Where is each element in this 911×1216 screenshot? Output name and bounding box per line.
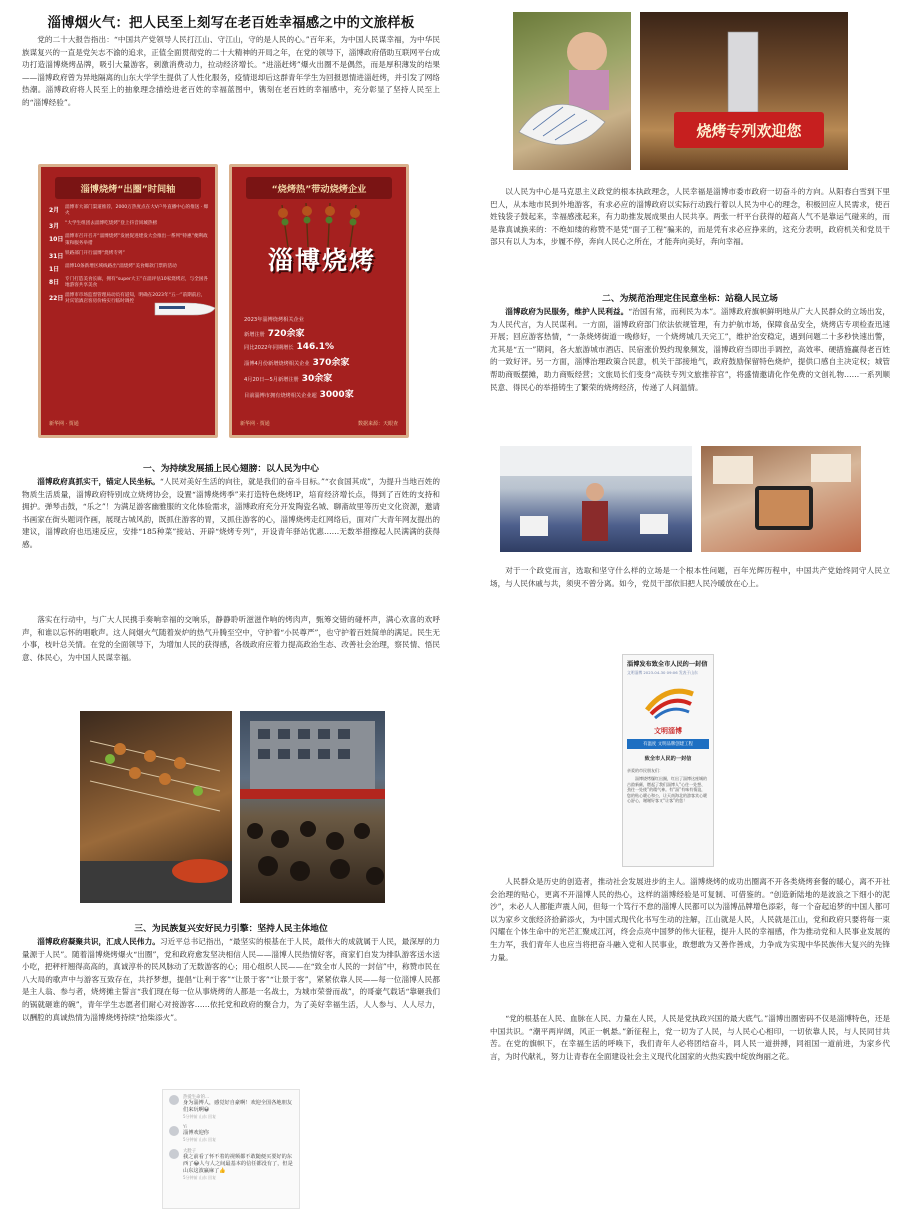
timeline-item: [49, 264, 215, 273]
bbq-train-banner-photo: [640, 12, 848, 170]
section-2-text: “治国有常，而利民为本”。淄博政府旗帜鲜明地从广大人民群众的立场出发，为人民代言，为人民谋利。一方面，淄博政府部门依法依规管理，有力护航市场，保障食品安全，烧烤店专项检查迅速开展；回应游客热情，“一条烧烤街道一晚修好，一个烧烤城几天完工”，维护治安稳定，遇到问题二十多秒快速出警，尤其是“五一”期间，各大旅游城市酒店、民宿涨价毁约现象频发，淄博政府当即出手调控，高效率、硬措施赢得老百姓的一致好评。另一方面，淄博治理政策合民意，机关干部接地气，政府鼓励保留特色烧炉，提供口感自主决定权；城管帮助商贩摆摊，助力商贩经营；文旅局长们变身“高铁专列文旅推荐官”，将盛情邀请化作免费的文创礼物……一系列顺民意、得民心的举措铸生了繁荣的烧烤经济，传递了人间温情。: [490, 307, 891, 392]
comment-item: [169, 1148, 293, 1181]
comment-text: 我之前看了怀不着的视频都不敢随便买要好的东西了😂人与人之间最基本的信任都没有了，但是山东这波赢麻了👍: [183, 1154, 293, 1175]
letter-brand: 文明淄博: [654, 727, 682, 735]
stat-row: [244, 342, 394, 352]
stat-row: [244, 371, 394, 384]
timeline-poster-footer: 新华网 · 贾通: [49, 421, 79, 427]
section-3-lead: 淄博政府凝聚共识，汇成人民伟力。: [37, 937, 160, 946]
timeline-text: “大学生组团去淄博吃烧烤”登上抖音同城热榜: [65, 221, 158, 227]
timeline-item: [49, 221, 215, 230]
stats-poster-footer: 新华网 · 贾通: [240, 421, 270, 427]
stat-value: 370余家: [312, 358, 350, 368]
stats-poster: [229, 164, 409, 438]
stats-poster-big-title: 淄博烧烤: [267, 246, 376, 275]
section-1-text: “人民对美好生活的向往，就是我们的奋斗目标。”“衣食国其成”，为提升当地百姓的物质生活质量，淄博政府特别成立烧烤协会，设置“淄博烧烤季”来打造特色烧烤IP，培育经济增长点，得到了百姓的支持和拥护。弹琴击鼓，“乐之”！为满足游客幽雅服的文化体验需求，淄博政府充分开发陶瓷名城、聊斋故里等历史文化资源，邀请书画家在街头题词作画，展现古城风韵，既抓住游客的胃，又抓住游客的心，淄博烧烤走红网络后，面对广大青年网友提出的建议，淄博政府也迅速反应，安排“185种菜”接站、开辟“烧烤专列”，开设青年驿站优惠……无数举措擦起人民满满的获得感。: [22, 477, 441, 549]
comment-text: 身为淄博人，感觉好自豪啊！欢迎全国各地朋友们来玩啊😀: [183, 1100, 292, 1114]
timeline-text: 淄博市召开召开“淄博烧烤”发展促进建发大会推出一系列“特惠”便利政策和服务举措: [65, 234, 208, 246]
comment-user: 热爱生命的...: [183, 1095, 210, 1100]
timeline-list: [41, 205, 215, 306]
section-2-lead: 淄博政府为民服务，维护人民利益。: [505, 307, 629, 316]
timeline-poster-header: 淄博烧烤“出圈”时间轴: [55, 177, 201, 199]
stat-label: 新增注册: [244, 332, 265, 338]
timeline-date: 8日: [49, 278, 60, 286]
stat-row: [244, 355, 394, 368]
comment-text: 淄博欢迎你: [183, 1130, 209, 1137]
section-2-paragraph: [490, 306, 890, 394]
section-3-paragraph: [22, 936, 440, 1024]
section-1-heading: 一、为持续发展插上民心翅膀：以人民为中心: [143, 464, 319, 474]
letter-source: 文明淄博 2023-04-30 09:06 发表于山东: [627, 670, 698, 675]
stat-row: [244, 316, 394, 323]
stat-label: 4月20日—5月新增注册: [244, 377, 299, 383]
stat-label: 淄博4月份新增烧烤相关企业: [244, 361, 310, 367]
comment-item: [169, 1125, 293, 1143]
left-column: [22, 0, 440, 107]
timeline-date: 3月: [49, 223, 60, 231]
right-paragraph-1: 以人民为中心是马克思主义政党的根本执政理念，人民幸福是淄博市委市政府一切奋斗的方向。从阳春白雪到下里巴人，从本地市民到外地游客，有求必应的淄博政府以实际行动践行着以人民为中心的理念，积极回应人民需求，使百姓钱袋子鼓起来，幸福感涨起来，有力助推发展成果由人民共享。两张一杆平台获得的超高人气不是靠运气碰来的，而是靠真诚换来的：不绝如缕的称赞不是凭“面子工程”骗来的，而是凭有求必应挣来的，这充分表明，政府机关和党员干部只有以人为本，步履不停，奔向人民心之所在，才能奔向美好，奔向幸福。: [490, 187, 890, 247]
intro-paragraph: 党的二十大报告指出：“中国共产党领导人民打江山、守江山，守的是人民的心。”百年来，为中国人民谋幸福，为中华民族谋复兴的一直是党矢志不渝的追求，正值全面贯彻党的二十大精神的开局之年，在党的领导下，淄博政府借助互联网平台成功打造淄博烧烤品牌，吸引大量游客，刺激消费动力，拉动经济增长。“进淄赶烤”爆火出圈不是偶然，而是厚积薄发的结果——淄博政府曾为异地隔离的山东大学学生提供了人性化服务，疫情退却后这群青年学生为回报恩情进淄赶烤，并引发了网络热潮。淄博政府将人民至上的抽象理念描绘进老百姓的幸福蓝图中，镌刻在老百姓的幸福感中，充分彰显了坚持人民至上的“淄博经验”。: [22, 35, 440, 107]
timeline-date: 10日: [49, 236, 64, 244]
stat-value: 30余家: [301, 374, 333, 384]
section-3-heading: 三、为民族复兴安好民力引擎：坚持人民主体地位: [134, 924, 328, 934]
stat-row: [244, 326, 394, 339]
train-banner-text: 烧烤专列欢迎您: [696, 122, 802, 140]
timeline-text: 铁路部门开行淄博“烧烤专列”: [65, 250, 125, 256]
fan-photo: [513, 12, 631, 170]
stat-label: 2023年淄博烧烤相关企业: [244, 317, 304, 323]
timeline-item: [49, 277, 215, 289]
avatar: [169, 1126, 179, 1136]
timeline-item: [49, 251, 215, 260]
timeline-item: [49, 205, 215, 217]
timeline-date: 2月: [49, 207, 60, 214]
stat-label: 目前淄博市拥有烧烤相关企业超: [244, 393, 317, 399]
article-title: 淄博烟火气：把人民至上刻写在老百姓幸福感之中的文旅样板: [47, 16, 415, 31]
avatar: [169, 1095, 179, 1105]
comment-meta[interactable]: 5分钟前 山东 回复: [183, 1137, 217, 1143]
bbq-skewers-photo: [80, 711, 232, 903]
section-1-lead: 淄博政府真抓实干，锚定人民坐标。: [37, 477, 160, 486]
stat-row: [244, 387, 394, 400]
timeline-date: 1日: [49, 265, 60, 273]
letter-banner: 有温度 文明品牌创建工程: [627, 739, 709, 749]
letter-title: 淄博发布致全市人民的一封信: [627, 661, 708, 668]
right-paragraph-3: 对于一个政党而言，选取和坚守什么样的立场是一个根本性问题，百年光辉历程中，中国共产党始终同守人民立场，与人民休戚与共，须臾不曾分离。如今，党员干部依旧把人民冷暖放在心上。: [490, 566, 890, 588]
right-paragraph-5: “党的根基在人民、血脉在人民、力量在人民，人民是党执政兴国的最大底气。”淄博出圈密码不仅是淄博特色，还是中国共识。“潮平两岸阔，风正一帆悬。”新征程上，党一切为了人民，与人民心心相印，一切依靠人民，与人民同甘共苦。在党的旗帜下，在幸福生活的呼唤下，我们青年人必将团结奋斗，同人民一道拼搏，同祖国一道前进，为家乡代言，为时代献礼，努力让青春在全面建设社会主义现代化国家的火热实践中绽放绚丽之花。: [490, 1014, 890, 1061]
paragraph-2: 落实在行动中，与广大人民携手奏响幸福的交响乐，静静聆听滋滋作响的烤肉声，甄筹交错的碰杯声，满心欢喜的欢呼声，和谁以忘怀的唱歌声。这人间烟火气随着炭炉的热气升腾至空中，守护着“小民尊严”，也守护着百姓简单的满足。民生无小事，枝叶总关情。在党的全面领导下，为增加人民的获得感，各级政府应着力提高政治生态、改善社会治理，察民情、悟民意、体民心，为中国人民谋幸福。: [22, 615, 440, 662]
stats-list: [232, 313, 406, 403]
right-paragraph-4: 人民群众是历史的创造者，推动社会发展进步的主人。淄博烧烤的成功出圈离不开各类烧烤套餐的暖心，离不开社会治理的贴心，更离不开淄博人民的热心，这样的淄博经验是可复制、可借鉴的。“创造新陆地的是波浪之下细小的泥沙”，未必人人都能声震人间，但每一个笃行不怠的淄博人民都可以为淄博品牌增色添彩，每一个奋起追梦的中国人都可以为家乡文旅经济拾薪添火，为中国式现代化书写生动的注解，江山就是人民，人民就是江山，党和政府只要将每一束闪耀在个体生命中的光芒汇聚成江河，终会点亮中国梦的伟大征程，提升人民的幸福感，作为推动党和人民事业发展的生力军，我们青年人也应当将把奋斗融入党和人民事业，敢想敢为又善作善成，力争成为实现中华民族伟大复兴的先锋力量。: [490, 877, 890, 962]
timeline-date: 31日: [49, 252, 64, 260]
section-2-heading: 二、为规范治理定住民意坐标：站稳人民立场: [602, 294, 778, 304]
avatar: [169, 1149, 179, 1159]
city-logo-icon: [627, 680, 709, 722]
night-crowd-photo: [240, 711, 385, 903]
comments-screenshot: [162, 1089, 300, 1209]
comment-user: Yi: [183, 1125, 187, 1131]
stat-value: 3000家: [319, 390, 354, 400]
timeline-item: [49, 234, 215, 246]
stat-label: 同比2022年同期增长: [244, 345, 294, 351]
timeline-poster: [38, 164, 218, 438]
stat-value: 146.1%: [296, 342, 335, 352]
timeline-date: 22日: [49, 295, 64, 303]
section-3-text: 习近平总书记指出，“最坚实的根基在于人民，最伟大的成就属于人民，最深厚的力量源于人民”。随着淄博烧烤爆火“出圈”，党和政府愈发坚决相信人民——淄博人民热情好客，商家们自发为排队游客送水送小吃，把秤杆翘得高高的，真诚淳朴的民风脉动了无数游客的心；用心组织人民——在“致全市人民的一封信”中，称赞市民在八大局的歌声中与游客互致存在，共抒梦想，提倡“让利于客”“让景于客”“让景于客”，紧紧依靠人民——每一位淄博人民都是主人翁、参与者，烧烤摊主誓言“我们现在每一位从事烧烤的人都是一名战士，为城市荣誉而战”，的哥豪气载话“靠砸我们的锅就砸谁的碗”，青年学生志愿者们耐心对接游客……依托党和政府的聚合力，为了美好幸福生活，人人参与、人人尽力，以酬腔的真诚热情为淄博烧烤持续“拾柴添火”。: [22, 937, 440, 1022]
letter-body: 淄博烧烤爆红出圈，红出了淄博这座城的古韵新颜，燃起了我们淄博人“心往一处想、劲往一处使”的精气神。有“淄”有味有情谊，您的贴心暖心和公，让天南海北的游客宾心暖心舒心，谢谢好客又“让客”的您！: [627, 776, 707, 804]
timeline-text: 淄博10条新增区域线路出“淄烧烤”美食爆款门票的活动: [65, 263, 177, 269]
phone-photo: [701, 446, 861, 552]
timeline-text: 专门打造美食长廊，拥有“super大王”在淄评估10家烧烤店，与全国各地游客共享美食: [65, 276, 208, 288]
stats-poster-header: “烧烤热”带动烧烤企业: [246, 177, 392, 199]
comment-meta[interactable]: 5分钟前 山东 回复: [183, 1114, 217, 1120]
letter-screenshot: [622, 654, 714, 867]
letter-heading: 致全市人民的一封信: [644, 756, 692, 762]
stat-value: 720余家: [267, 329, 305, 339]
section-1-paragraph: [22, 476, 440, 552]
timeline-text: 淄博市市场监督管理局动员有道知，明确在2023年“五一”前期前后，对宾馆酒店客房价格实行临时调控: [65, 293, 206, 305]
comment-meta[interactable]: 5分钟前 山东 回复: [183, 1175, 217, 1181]
timeline-text: 淄博市大部门渠道推荐，2000万热度点在大V户外直播中心的推送 · 爆火: [65, 205, 209, 217]
train-interior-photo: [500, 446, 692, 552]
comment-item: [169, 1094, 293, 1120]
letter-greeting: 亲爱的市民朋友们：: [627, 768, 663, 773]
train-icon: [153, 299, 217, 319]
stats-poster-source: 数据来源：天眼查: [357, 421, 398, 427]
comment-user: 大脸子: [183, 1149, 197, 1155]
